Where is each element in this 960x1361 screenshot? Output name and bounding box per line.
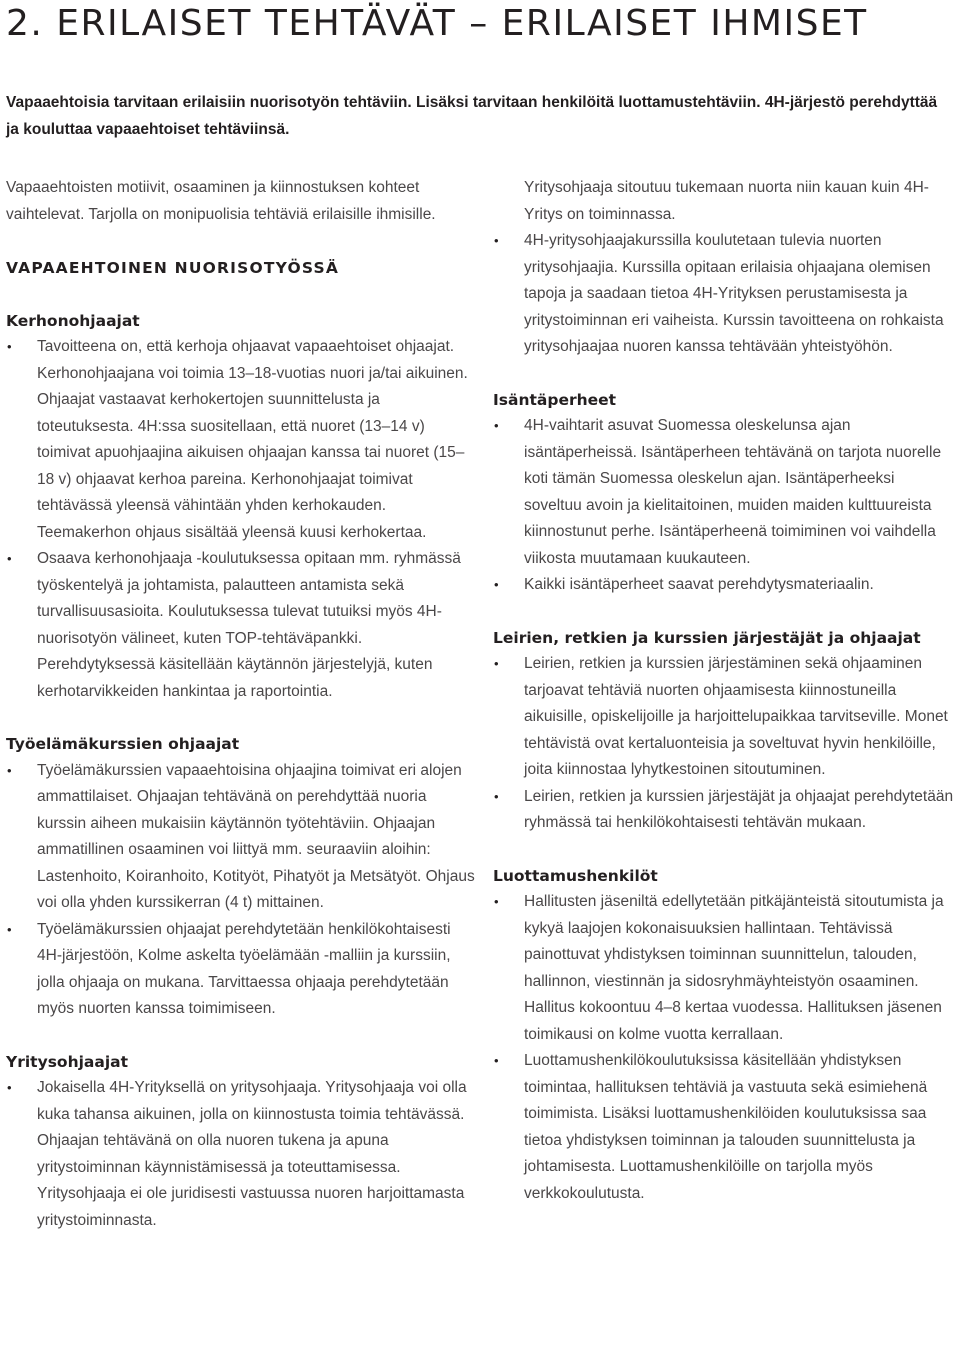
section-heading: VAPAAEHTOINEN NUORISOTYÖSSÄ bbox=[6, 259, 340, 277]
heading-isantaperheet: Isäntäperheet bbox=[493, 390, 617, 409]
bullet-icon: • bbox=[494, 656, 499, 671]
list-item bbox=[493, 572, 955, 599]
list-item bbox=[6, 334, 476, 546]
bullet-icon: • bbox=[494, 788, 499, 804]
list-item bbox=[493, 228, 955, 361]
bullet-icon: • bbox=[494, 1053, 499, 1068]
list-item bbox=[493, 1048, 955, 1207]
yritysohjaajat-continuation: Yritysohjaaja sitoutuu tukemaan nuorta niin kauan kuin 4H-Yritys on toiminnassa. bbox=[524, 179, 929, 223]
list-tyoelamakurssien-ohjaajat bbox=[6, 758, 476, 1023]
list-luottamushenkilot bbox=[493, 889, 955, 1207]
list-item-text: Leirien, retkien ja kurssien järjestäminen sekä ohjaaminen tarjoavat tehtäviä nuorten ohjaamisesta kiinnostuneilla aikuisille, opiskelijoille ja harjoittelupaikkaa tarvitseville. Monet tehtävistä ovat kertaluonteisia ja soveltuvat hyvin henkilöille, joita kiinnostaa lyhytkestoinen sitoutuminen. bbox=[524, 655, 948, 778]
list-yritysohjaajakurssi bbox=[493, 228, 955, 361]
bullet-icon: • bbox=[7, 551, 12, 566]
list-item bbox=[6, 546, 476, 705]
list-item-text: Jokaisella 4H-Yrityksellä on yritysohjaaja. Yritysohjaaja voi olla kuka tahansa aikuinen, jolla on kiinnostusta toimia tehtävässä. Ohjaajan tehtävänä on olla nuoren tukena ja apuna yritystoiminnan käynnistämisessä ja toteuttamisessa. Yritysohjaaja ei ole juridisesti vastuussa nuoren harjoittamasta yritystoiminnasta. bbox=[37, 1079, 467, 1229]
bullet-icon: • bbox=[7, 921, 12, 937]
bullet-icon: • bbox=[494, 418, 499, 433]
lead-paragraph: Vapaaehtoisia tarvitaan erilaisiin nuorisotyön tehtäviin. Lisäksi tarvitaan henkilöitä luottamustehtäviin. 4H-järjestö perehdyttää ja kouluttaa vapaaehtoiset tehtäviinsä. bbox=[6, 94, 938, 138]
list-item-text: Työelämäkurssien ohjaajat perehdytetään henkilökohtaisesti 4H-järjestöön, Kolme askelta työelämään -malliin ja kurssiin, jolla ohjaaja on mukana. Tarvittaessa ohjaaja perehdytetään myös nuorten kanssa toimimiseen. bbox=[37, 920, 451, 1017]
heading-kerhonohjaajat: Kerhonohjaajat bbox=[6, 311, 140, 330]
right-column bbox=[493, 175, 955, 1207]
list-item-text: Osaava kerhonohjaaja -koulutuksessa opitaan mm. ryhmässä työskentelyä ja johtamista, palautteen antamista sekä turvallisuusasioita. Koulutuksessa tulevat tutuiksi myös 4H-nuorisotyön välineet, kuten TOP-tehtäväpankki. Perehdytyksessä käsitellään käytännön järjestelyjä, kuten kerhotarvikkeiden hankintaa ja raportointia. bbox=[37, 550, 461, 700]
heading-luottamushenkilot: Luottamushenkilöt bbox=[493, 866, 658, 885]
list-item-text: 4H-vaihtarit asuvat Suomessa oleskelunsa ajan isäntäperheissä. Isäntäperheen tehtävänä on tarjota nuorelle koti tämän Suomessa oleskelun ajan. Isäntäperheeksi soveltuu avoin ja kielitaitoinen, muiden maiden kulttuureista kiinnostunut perhe. Isäntäperheenä toimiminen voi vaihdella viikosta muutamaan kuukauteen. bbox=[524, 417, 942, 567]
list-item bbox=[6, 917, 476, 1023]
list-item bbox=[493, 784, 955, 837]
list-yritysohjaajat bbox=[6, 1075, 476, 1234]
list-isantaperheet bbox=[493, 413, 955, 599]
bullet-icon: • bbox=[494, 233, 499, 248]
intro-paragraph: Vapaaehtoisten motiivit, osaaminen ja kiinnostuksen kohteet vaihtelevat. Tarjolla on monipuolisia tehtäviä erilaisille ihmisille. bbox=[6, 179, 436, 223]
bullet-icon: • bbox=[494, 894, 499, 909]
page-title: 2. ERILAISET TEHTÄVÄT – ERILAISET IHMISET bbox=[6, 3, 868, 44]
bullet-icon: • bbox=[7, 1080, 12, 1095]
list-item bbox=[493, 413, 955, 572]
list-item-text: Hallitusten jäseniltä edellytetään pitkäjänteistä sitoutumista ja kykyä laajojen kokonaisuuksien hallintaan. Tehtävissä painottuvat yhdistyksen toiminnan suunnittelun, talouden, hallinnon, viestinnän ja sidosryhmäyhteistyön osaaminen. Hallitus kokoontuu 4–8 kertaa vuodessa. Hallituksen jäsenen toimikausi on kolme vuotta kerrallaan. bbox=[524, 893, 944, 1043]
bullet-icon: • bbox=[7, 762, 12, 778]
list-item-text: 4H-yritysohjaajakurssilla koulutetaan tulevia nuorten yritysohjaajia. Kurssilla opitaan erilaisia ohjaajana olemisen tapoja ja saadaan tietoa 4H-Yrityksen perustamisesta ja yritystoiminnan eri vaiheista. Kurssin tavoitteena on rohkaista yritysohjaajaa nuoren kanssa tehtävään yhteistyöhön. bbox=[524, 232, 944, 355]
bullet-icon: • bbox=[494, 577, 499, 592]
left-column bbox=[6, 175, 476, 1234]
bullet-icon: • bbox=[7, 339, 12, 354]
list-item bbox=[6, 758, 476, 917]
heading-yritysohjaajat: Yritysohjaajat bbox=[6, 1052, 129, 1071]
list-item bbox=[493, 889, 955, 1048]
list-item-text: Tavoitteena on, että kerhoja ohjaavat vapaaehtoiset ohjaajat. Kerhonohjaajana voi toimia 13–18-vuotias nuori ja/tai aikuinen. Ohjaajat vastaavat kerhokertojen suunnittelusta ja toteutuksesta. 4H:ssa suositellaan, että nuoret (13–14 v) toimivat apuohjaajina aikuisen ohjaajan kanssa tai nuoret (15–18 v) ohjaavat kerhoa pareina. Kerhonohjaajat toimivat tehtävässä yleensä vähintään yhden kerhokauden. Teemakerhon ohjaus sisältää yleensä kuusi kerhokertaa. bbox=[37, 338, 468, 541]
heading-tyoelamakurssien-ohjaajat: Työelämäkurssien ohjaajat bbox=[6, 735, 240, 753]
list-item bbox=[493, 651, 955, 784]
list-leirit bbox=[493, 651, 955, 837]
list-item bbox=[6, 1075, 476, 1234]
list-item-text: Kaikki isäntäperheet saavat perehdytysmateriaalin. bbox=[524, 576, 874, 593]
list-item-text: Leirien, retkien ja kurssien järjestäjät ja ohjaajat perehdytetään ryhmässä tai henkilökohtaisesti tehtävän mukaan. bbox=[524, 787, 954, 831]
list-item-text: Luottamushenkilökoulutuksissa käsitellään yhdistyksen toimintaa, hallituksen tehtäviä ja vastuuta sekä esimiehenä toimimista. Lisäksi luottamushenkilöiden koulutuksissa saa tietoa yhdistyksen toiminnan ja talouden suunnittelusta ja johtamisesta. Luottamushenkilöille on tarjolla myös verkkokoulutusta. bbox=[524, 1052, 928, 1202]
list-kerhonohjaajat bbox=[6, 334, 476, 705]
heading-leirit: Leirien, retkien ja kurssien järjestäjät ja ohjaajat bbox=[493, 628, 921, 647]
list-item-text: Työelämäkurssien vapaaehtoisina ohjaajina toimivat eri alojen ammattilaiset. Ohjaajan tehtävänä on perehdyttää nuoria kurssin aiheen mukaisiin käytännön työtehtäviin. Ohjaajan ammatillinen osaaminen voi liittyä mm. seuraaviin aloihin: Lastenhoito, Koiranhoito, Kotityöt, Pihatyöt ja Metsätyöt. Ohjaus voi olla yhden kurssikerran (4 t) mittainen. bbox=[37, 761, 475, 911]
